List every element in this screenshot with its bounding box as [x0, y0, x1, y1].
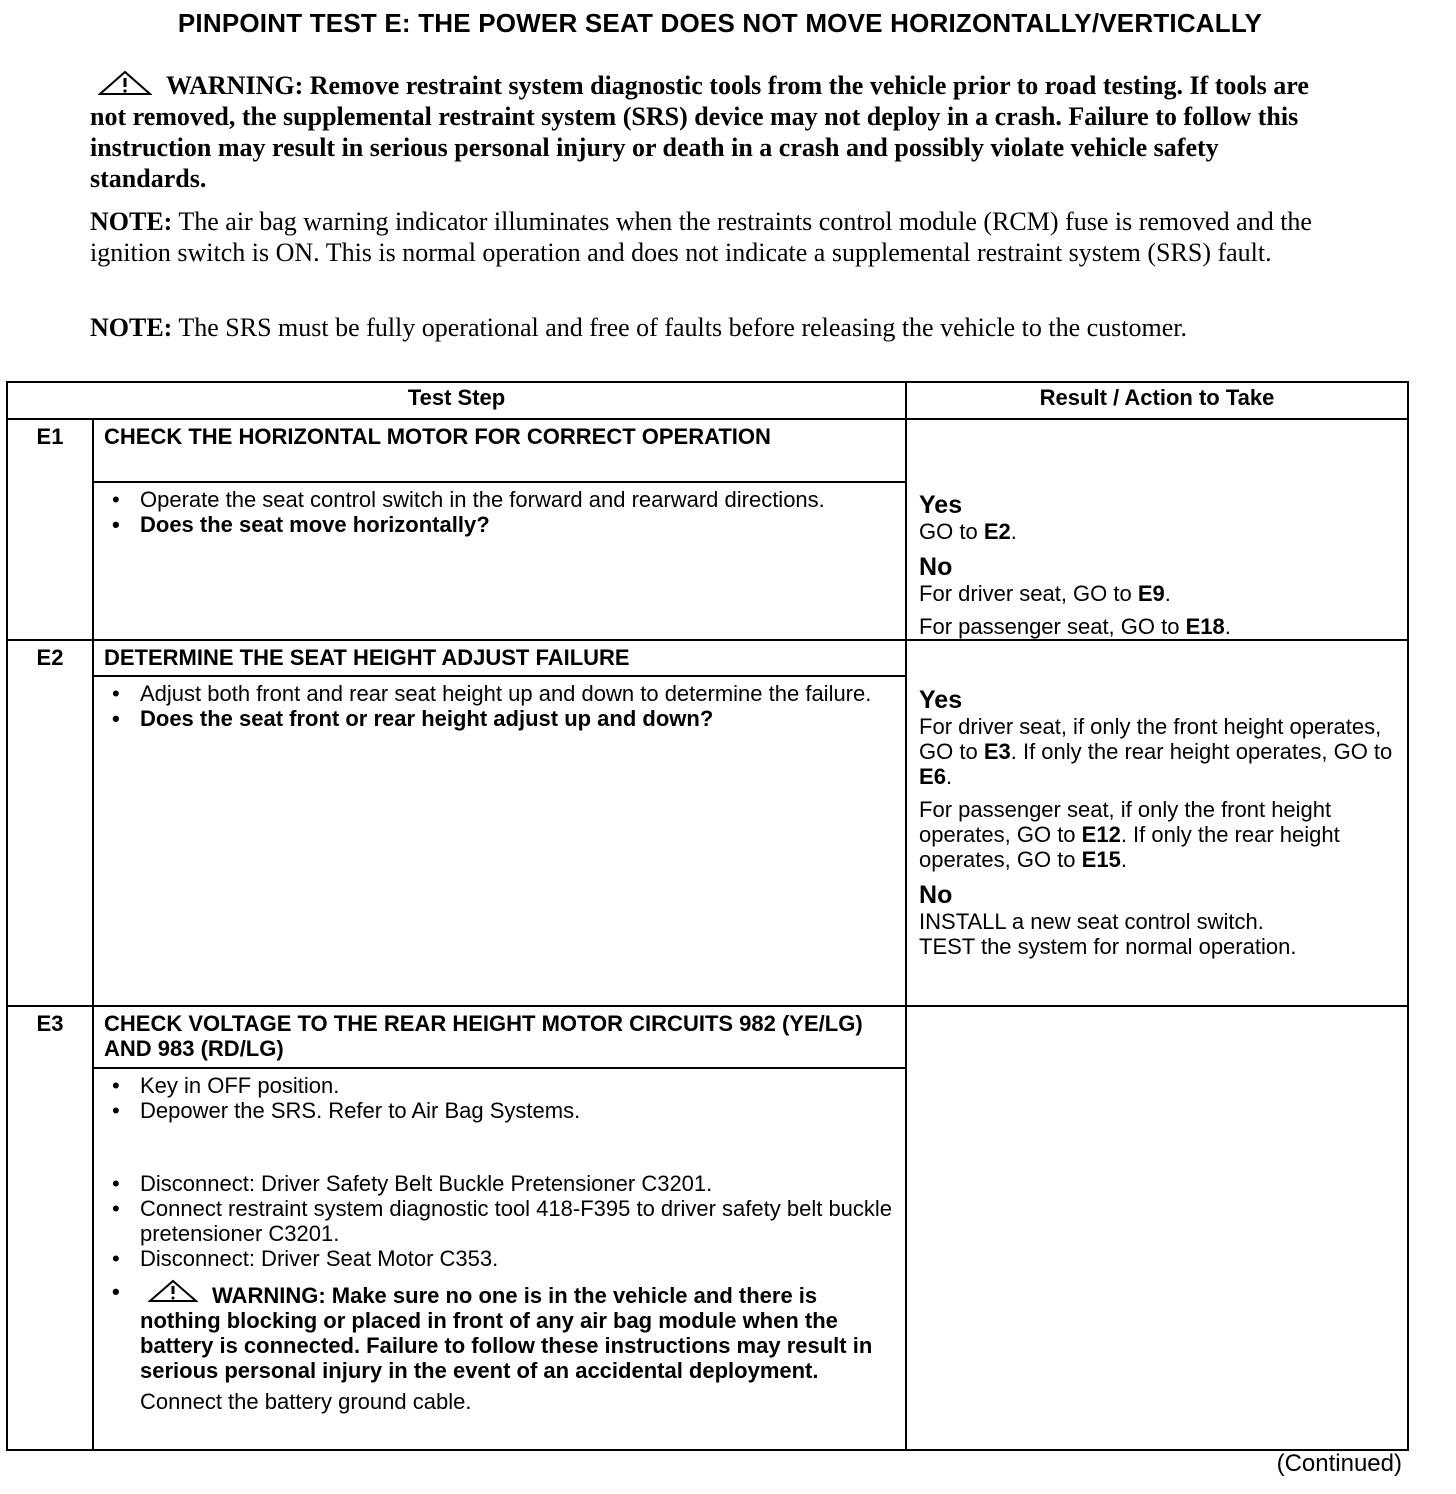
column-header-result-action: Result / Action to Take	[906, 382, 1408, 419]
page-title: PINPOINT TEST E: THE POWER SEAT DOES NOT MOVE HORIZONTALLY/VERTICALLY	[177, 8, 1263, 38]
result-cell	[906, 1006, 1408, 1450]
step-title: DETERMINE THE SEAT HEIGHT ADJUST FAILURE	[93, 640, 906, 676]
list-item: • Depower the SRS. Refer to Air Bag Systems.	[98, 1098, 895, 1123]
result-line: TEST the system for normal operation.	[919, 934, 1297, 959]
step-list	[98, 1073, 895, 1123]
list-item: • Does the seat move horizontally?	[98, 512, 895, 537]
no-label: No	[919, 881, 953, 909]
yes-label: Yes	[919, 686, 963, 714]
result-cell	[906, 419, 1408, 640]
step-list	[98, 681, 895, 731]
result-line: For passenger seat, if only the front height operates, GO to E12. If only the rear height operates, GO to E15.	[919, 797, 1340, 872]
no-label: No	[919, 553, 953, 581]
note-label: NOTE:	[90, 313, 173, 342]
step-body	[93, 1068, 906, 1450]
result-line: For driver seat, if only the front height operates, GO to E3. If only the rear height operates, GO to E6.	[919, 714, 1393, 789]
table-row	[7, 640, 1408, 676]
list-item: • Operate the seat control switch in the forward and rearward directions.	[98, 487, 895, 512]
pinpoint-test-table	[6, 381, 1409, 1451]
step-id: E3	[7, 1006, 93, 1068]
note-text: The SRS must be fully operational and free of faults before releasing the vehicle to the customer.	[172, 313, 1188, 342]
step-id: E2	[7, 640, 93, 676]
result-cell	[906, 640, 1408, 1006]
step-body	[93, 676, 906, 1006]
list-item: • Key in OFF position.	[98, 1073, 895, 1098]
list-item: • Does the seat front or rear height adjust up and down?	[98, 706, 895, 731]
result-line: INSTALL a new seat control switch.	[919, 909, 1264, 934]
warning-triangle-icon	[148, 1279, 198, 1303]
note-paragraph	[90, 312, 1315, 343]
list-item: • Disconnect: Driver Seat Motor C353.	[98, 1246, 895, 1271]
yes-label: Yes	[919, 491, 963, 519]
note-text: The air bag warning indicator illuminates when the restraints control module (RCM) fuse is removed and the ignition switch is ON. This is normal operation and does not indicate a supplemental restraint system (SRS) fault.	[90, 207, 1312, 267]
table-row	[7, 419, 1408, 482]
step-body	[93, 482, 906, 640]
warning-paragraph	[90, 70, 1315, 194]
table-row	[7, 1006, 1408, 1068]
step-list	[98, 487, 895, 537]
note-paragraph	[90, 206, 1315, 268]
warning-triangle-icon	[98, 70, 152, 96]
list-item: • Adjust both front and rear seat height up and down to determine the failure.	[98, 681, 895, 706]
list-item: • Connect restraint system diagnostic tool 418-F395 to driver safety belt buckle pretensioner C3201.	[98, 1196, 895, 1246]
warning-text: WARNING: Remove restraint system diagnostic tools from the vehicle prior to road testing. If tools are not removed, the supplemental restraint system (SRS) device may not deploy in a crash. Failure to follow this instruction may result in serious personal injury or death in a crash and possibly violate vehicle safety standards.	[90, 71, 1309, 193]
step-title: CHECK VOLTAGE TO THE REAR HEIGHT MOTOR CIRCUITS 982 (YE/LG) AND 983 (RD/LG)	[93, 1006, 906, 1068]
list-item	[98, 1279, 895, 1383]
result-line: GO to E2.	[919, 519, 1017, 544]
table-header-row	[7, 382, 1408, 419]
warning-text: WARNING: Make sure no one is in the vehicle and there is nothing blocking or placed in front of any air bag module when the battery is connected. Failure to follow these instructions may result in serious personal injury in the event of an accidental deployment.	[140, 1283, 873, 1383]
column-header-test-step: Test Step	[7, 382, 906, 419]
continued-label: (Continued)	[1276, 1450, 1402, 1477]
step-list	[98, 1171, 895, 1383]
note-label: NOTE:	[90, 207, 173, 236]
step-instruction: Connect the battery ground cable.	[140, 1389, 472, 1414]
step-title: CHECK THE HORIZONTAL MOTOR FOR CORRECT OPERATION	[93, 419, 906, 482]
list-item: • Disconnect: Driver Safety Belt Buckle Pretensioner C3201.	[98, 1171, 895, 1196]
result-line: For driver seat, GO to E9.	[919, 581, 1171, 606]
result-line: For passenger seat, GO to E18.	[919, 614, 1231, 639]
step-id: E1	[7, 419, 93, 482]
